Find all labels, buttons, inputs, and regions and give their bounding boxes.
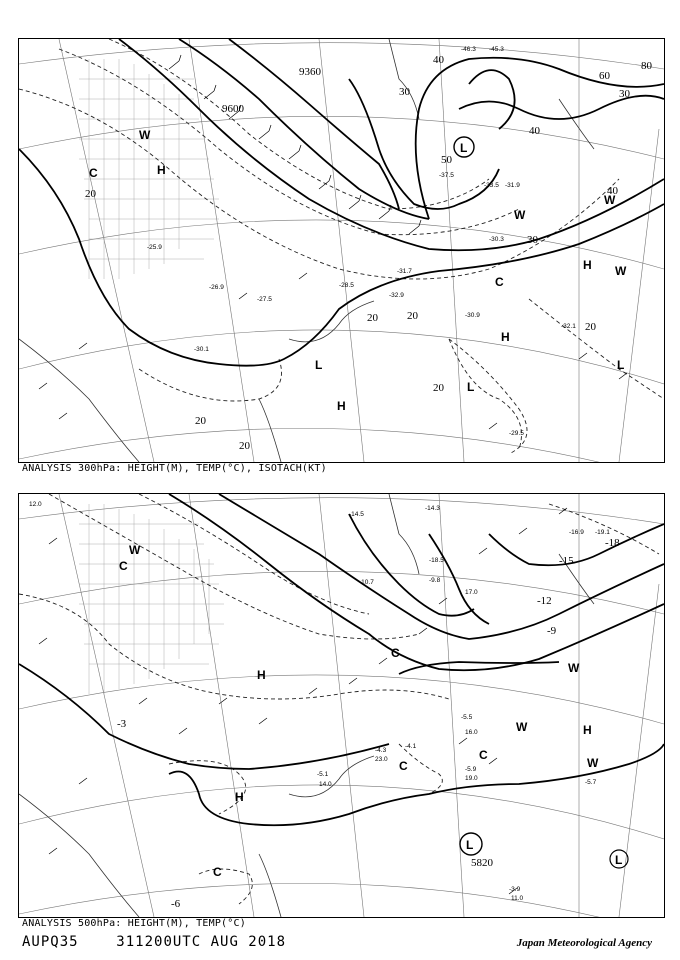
valid-time: 311200UTC AUG 2018 — [116, 934, 287, 950]
obs-value: -3.9 — [509, 886, 521, 893]
coastline — [19, 494, 594, 917]
chart-header — [22, 934, 286, 950]
obs-value: -30.9 — [465, 312, 480, 319]
obs-value: 12.0 — [29, 501, 42, 508]
temp-label: 20 — [433, 382, 444, 394]
obs-value: 11.0 — [511, 895, 524, 902]
system-label: H — [337, 399, 346, 413]
system-label: C — [391, 646, 400, 660]
system-label: W — [516, 720, 528, 734]
obs-value: -37.5 — [439, 172, 454, 179]
system-label: L — [615, 853, 623, 867]
system-label: C — [399, 759, 408, 773]
map-500hpa-panel — [18, 493, 665, 918]
system-label: L — [617, 358, 625, 372]
obs-value: 14.0 — [319, 781, 332, 788]
obs-value: -27.5 — [257, 296, 272, 303]
temp-label: 20 — [85, 188, 96, 200]
system-label: C — [213, 865, 222, 879]
temp-label: 40 — [529, 125, 540, 137]
system-label: H — [235, 790, 244, 804]
system-label: H — [257, 668, 266, 682]
system-label: W — [568, 661, 580, 675]
system-label: H — [583, 723, 592, 737]
map-300hpa-panel — [18, 38, 665, 463]
temp-label: -6 — [171, 898, 181, 910]
obs-value: -16.9 — [569, 529, 584, 536]
terrain-hatch — [79, 504, 224, 694]
system-label: C — [479, 748, 488, 762]
obs-value: -45.3 — [489, 46, 504, 53]
map-500hpa-svg — [19, 494, 664, 917]
obs-value: -5.5 — [461, 714, 473, 721]
height-label-5820: 5820 — [471, 857, 493, 869]
obs-value: 23.0 — [375, 756, 388, 763]
system-label: H — [157, 163, 166, 177]
obs-value: -32.1 — [561, 323, 576, 330]
temp-label: 30 — [527, 234, 538, 246]
system-label: C — [89, 166, 98, 180]
obs-value: -19.1 — [595, 529, 610, 536]
temp-label: 30 — [399, 86, 410, 98]
obs-value: -25.9 — [147, 244, 162, 251]
caption-300hpa: ANALYSIS 300hPa: HEIGHT(M), TEMP(°C), ISOTACH(KT) — [22, 463, 327, 474]
temp-label: -15 — [559, 555, 574, 567]
temp-label: -3 — [117, 718, 127, 730]
height-label-9360: 9360 — [299, 66, 321, 78]
system-label: C — [495, 275, 504, 289]
wind-barbs — [39, 55, 627, 429]
system-label: W — [615, 264, 627, 278]
temp-label: 40 — [607, 185, 618, 197]
obs-value: -5.1 — [317, 771, 329, 778]
system-label: W — [604, 193, 616, 207]
obs-value: -5.7 — [585, 779, 597, 786]
obs-value: 17.0 — [465, 589, 478, 596]
obs-value: 19.0 — [465, 775, 478, 782]
system-label: W — [514, 208, 526, 222]
temp-label: -12 — [537, 595, 552, 607]
system-label: C — [119, 559, 128, 573]
system-label: L — [460, 141, 468, 155]
obs-value: -14.5 — [349, 511, 364, 518]
system-label: H — [501, 330, 510, 344]
caption-500hpa: ANALYSIS 500hPa: HEIGHT(M), TEMP(°C) — [22, 918, 246, 929]
map-300hpa-svg — [19, 39, 664, 462]
temp-label: 80 — [641, 60, 652, 72]
obs-value: -29.5 — [509, 430, 524, 437]
obs-value: -4.1 — [405, 743, 417, 750]
temp-label: 20 — [585, 321, 596, 333]
obs-value: 16.0 — [465, 729, 478, 736]
chart-id: AUPQ35 — [22, 934, 79, 950]
height-contours — [19, 39, 664, 366]
height-label-9600: 9600 — [222, 103, 244, 115]
obs-value: -18.5 — [429, 557, 444, 564]
system-label: W — [129, 543, 141, 557]
obs-value: -5.9 — [465, 766, 477, 773]
isotachs — [19, 39, 664, 454]
obs-value: -46.3 — [461, 46, 476, 53]
obs-value: -9.8 — [429, 577, 441, 584]
temp-label: -18 — [605, 537, 620, 549]
system-label: W — [587, 756, 599, 770]
obs-value: -4.3 — [375, 747, 387, 754]
temp-label: 50 — [441, 154, 452, 166]
obs-value: -31.9 — [505, 182, 520, 189]
temp-label: 30 — [619, 88, 630, 100]
system-label: H — [583, 258, 592, 272]
obs-value: -33.5 — [484, 182, 499, 189]
temp-label: 20 — [195, 415, 206, 427]
obs-value: -32.9 — [389, 292, 404, 299]
system-label: W — [139, 128, 151, 142]
system-label: L — [315, 358, 323, 372]
temp-label: 20 — [239, 440, 250, 452]
temp-label: 40 — [433, 54, 444, 66]
obs-value: -10.7 — [359, 579, 374, 586]
agency-name: Japan Meteorological Agency — [516, 937, 652, 949]
temp-label: 20 — [367, 312, 378, 324]
obs-value: -26.9 — [209, 284, 224, 291]
obs-value: -28.5 — [339, 282, 354, 289]
obs-value: -31.7 — [397, 268, 412, 275]
obs-value: -14.3 — [425, 505, 440, 512]
temp-label: 20 — [407, 310, 418, 322]
system-label: L — [466, 838, 474, 852]
obs-value: -30.3 — [489, 236, 504, 243]
obs-value: -30.1 — [194, 346, 209, 353]
system-label: L — [467, 380, 475, 394]
temp-label: -9 — [547, 625, 557, 637]
temp-label: 60 — [599, 70, 610, 82]
